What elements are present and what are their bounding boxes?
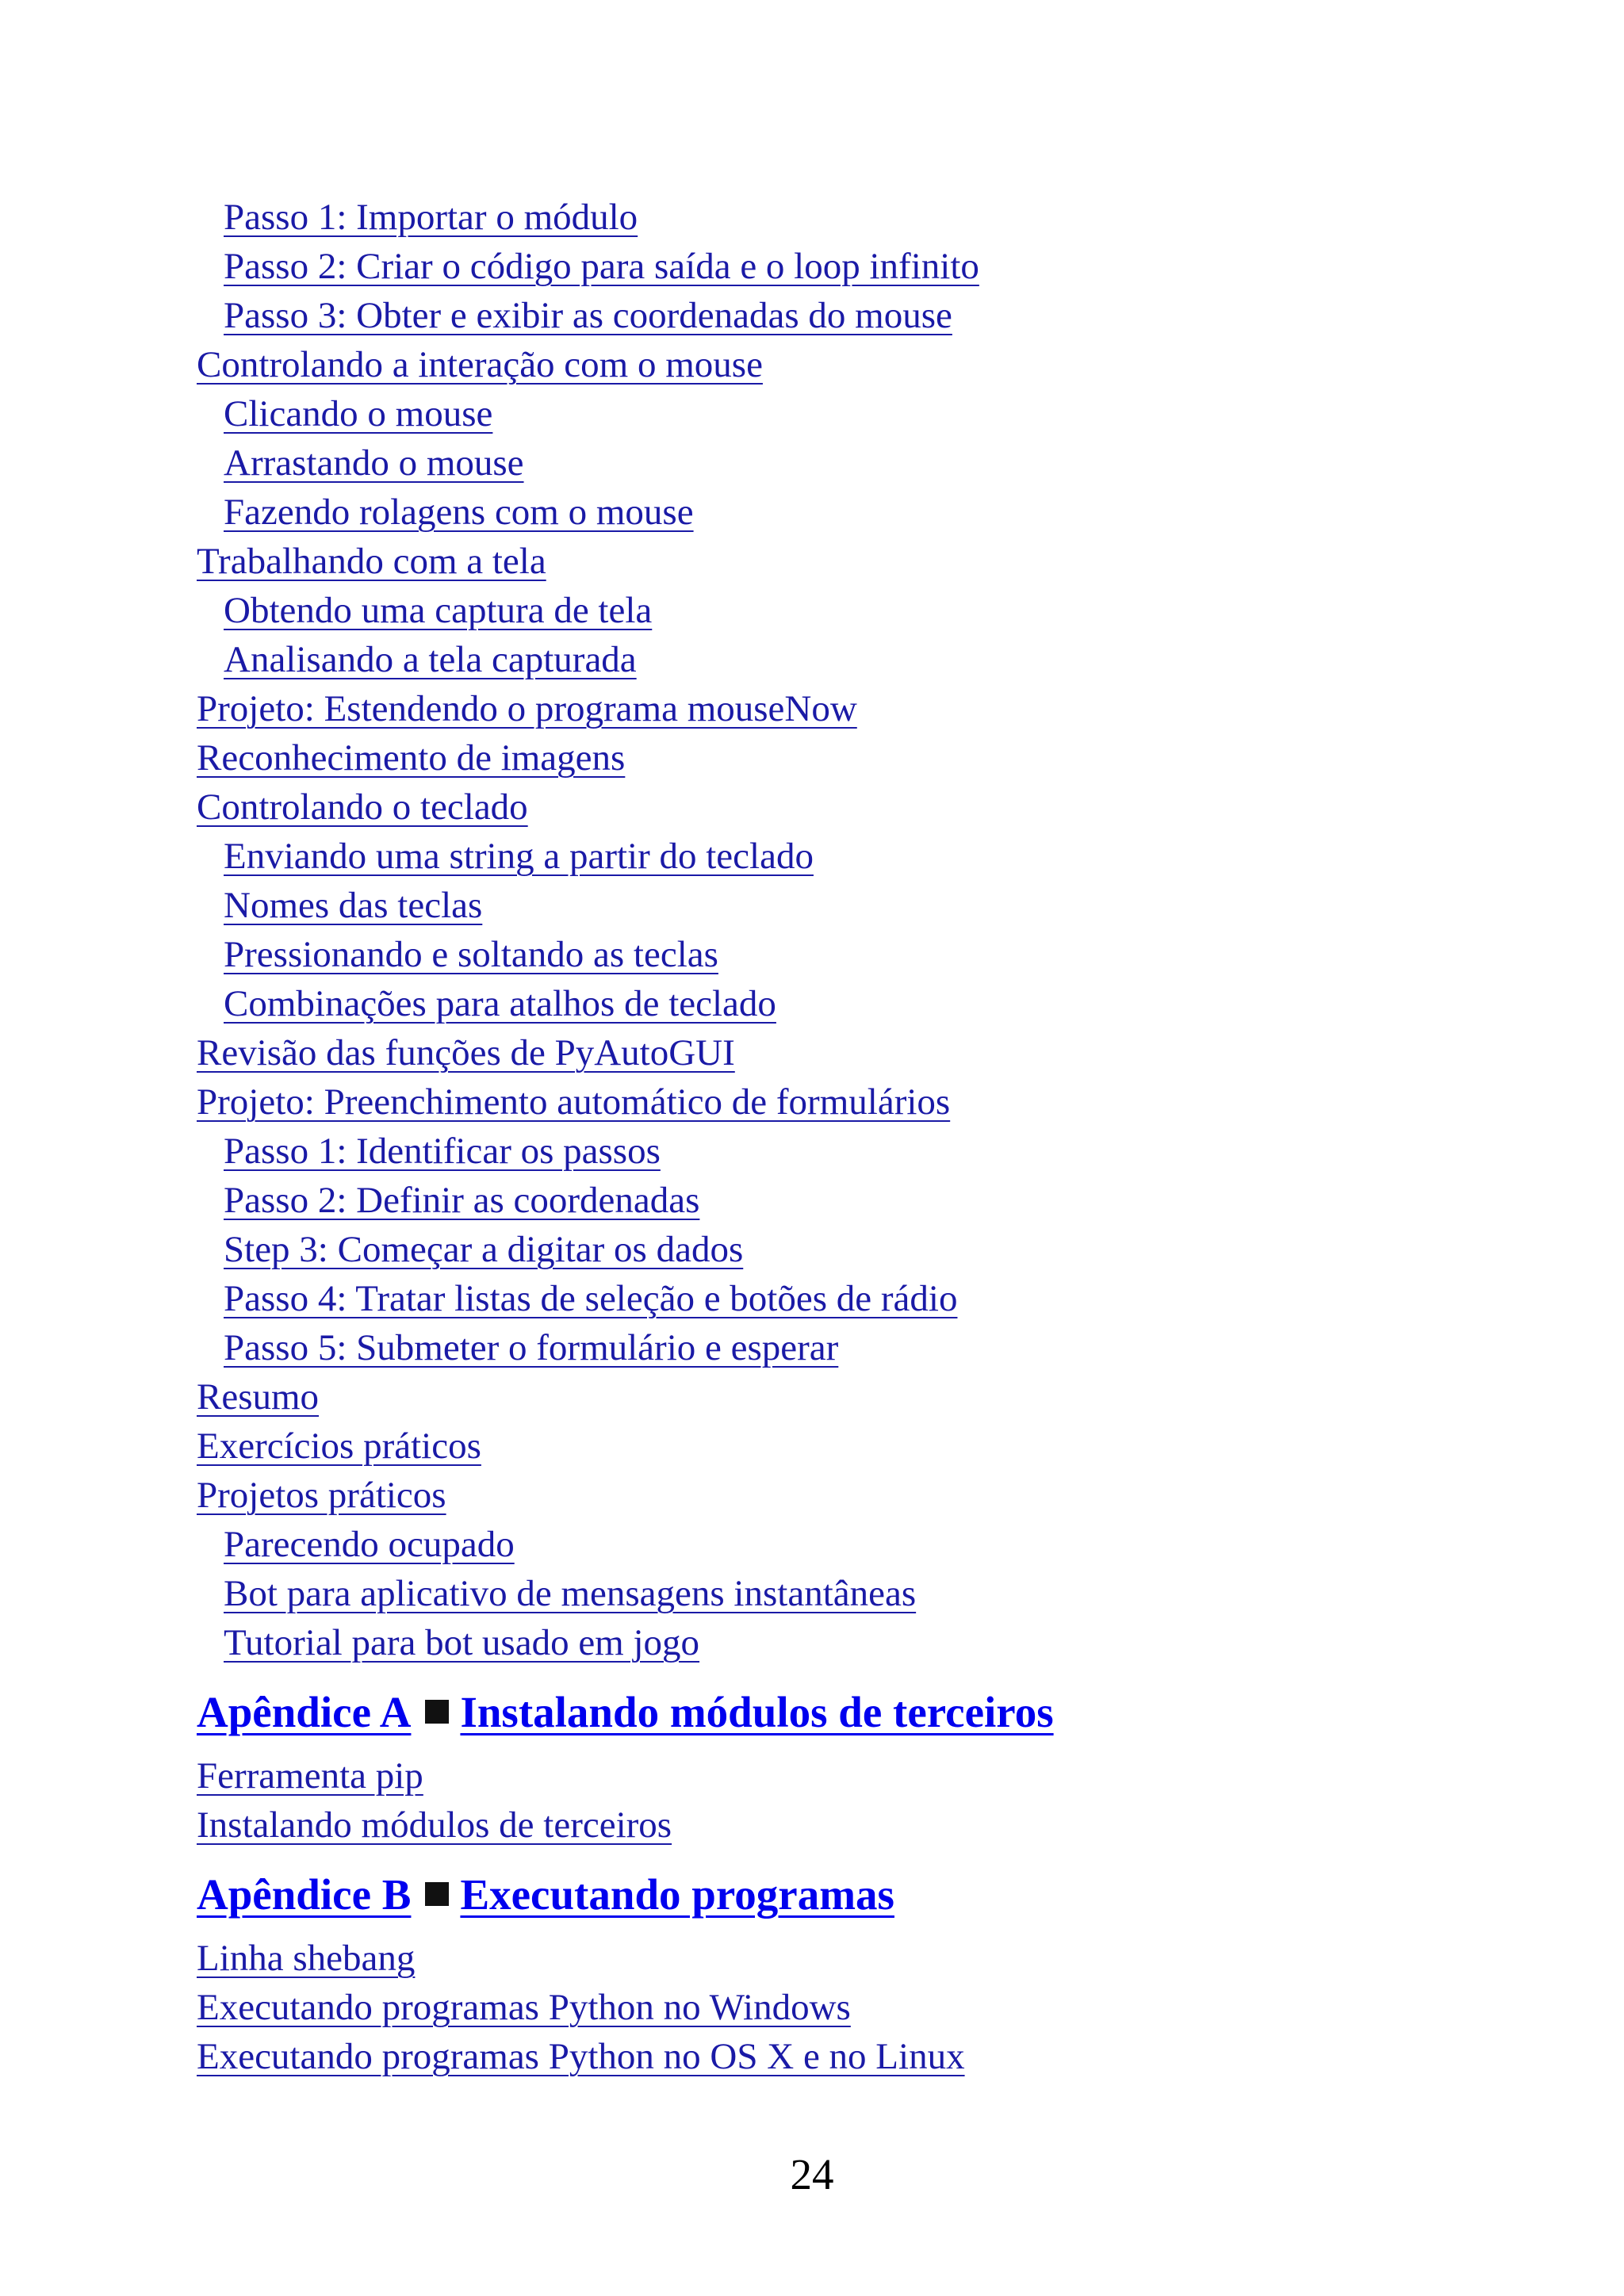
toc-entry[interactable]: Trabalhando com a tela bbox=[197, 541, 546, 582]
toc-entry[interactable]: Reconhecimento de imagens bbox=[197, 737, 626, 779]
appendix-b-title-link[interactable]: Executando programas bbox=[460, 1870, 894, 1919]
toc-entry[interactable]: Analisando a tela capturada bbox=[224, 639, 637, 680]
toc-entry[interactable]: Obtendo uma captura de tela bbox=[224, 590, 653, 631]
appendix-a-prefix-link[interactable]: Apêndice A bbox=[197, 1688, 412, 1736]
toc-entry[interactable]: Passo 4: Tratar listas de seleção e botões de rádio bbox=[224, 1278, 958, 1319]
toc-entry[interactable]: Parecendo ocupado bbox=[224, 1524, 515, 1565]
toc-entry[interactable]: Controlando o teclado bbox=[197, 786, 528, 828]
toc-entry[interactable]: Arrastando o mouse bbox=[224, 442, 524, 484]
toc-entry[interactable]: Instalando módulos de terceiros bbox=[197, 1804, 672, 1846]
toc-entry[interactable]: Enviando uma string a partir do teclado bbox=[224, 836, 814, 877]
black-square-icon bbox=[425, 1882, 449, 1906]
toc-entry[interactable]: Executando programas Python no OS X e no Linux bbox=[197, 2036, 965, 2077]
toc-entry[interactable]: Passo 2: Definir as coordenadas bbox=[224, 1180, 700, 1221]
appendix-a-heading bbox=[197, 1688, 1545, 1737]
toc-entry[interactable]: Combinações para atalhos de teclado bbox=[224, 983, 776, 1024]
toc-entry[interactable]: Revisão das funções de PyAutoGUI bbox=[197, 1032, 735, 1073]
toc-entry[interactable]: Executando programas Python no Windows bbox=[197, 1987, 851, 2028]
toc-entry[interactable]: Passo 1: Identificar os passos bbox=[224, 1131, 661, 1172]
toc-entry[interactable]: Passo 2: Criar o código para saída e o loop infinito bbox=[224, 246, 979, 287]
toc-entry[interactable]: Controlando a interação com o mouse bbox=[197, 344, 763, 385]
toc-entry[interactable]: Clicando o mouse bbox=[224, 393, 493, 434]
toc-entry[interactable]: Resumo bbox=[197, 1376, 320, 1418]
appendix-a-title-link[interactable]: Instalando módulos de terceiros bbox=[460, 1688, 1054, 1736]
page-number: 24 bbox=[790, 2150, 834, 2198]
toc-entry[interactable]: Passo 1: Importar o módulo bbox=[224, 197, 638, 238]
toc-entry[interactable]: Fazendo rolagens com o mouse bbox=[224, 492, 694, 533]
toc-entry[interactable]: Pressionando e soltando as teclas bbox=[224, 934, 718, 975]
table-of-contents bbox=[197, 193, 1545, 2081]
toc-entry[interactable]: Passo 5: Submeter o formulário e esperar bbox=[224, 1327, 839, 1368]
toc-entry[interactable]: Projetos práticos bbox=[197, 1475, 446, 1516]
toc-entry[interactable]: Nomes das teclas bbox=[224, 885, 483, 926]
appendix-b-heading bbox=[197, 1870, 1545, 1919]
toc-entry[interactable]: Linha shebang bbox=[197, 1938, 416, 1979]
toc-entry[interactable]: Ferramenta pip bbox=[197, 1755, 423, 1797]
toc-entry[interactable]: Exercícios práticos bbox=[197, 1425, 481, 1467]
toc-entry[interactable]: Tutorial para bot usado em jogo bbox=[224, 1622, 700, 1663]
black-square-icon bbox=[425, 1700, 449, 1724]
toc-entry[interactable]: Step 3: Começar a digitar os dados bbox=[224, 1229, 744, 1270]
appendix-b-prefix-link[interactable]: Apêndice B bbox=[197, 1870, 412, 1919]
toc-entry[interactable]: Bot para aplicativo de mensagens instantâneas bbox=[224, 1573, 917, 1614]
toc-entry[interactable]: Projeto: Estendendo o programa mouseNow bbox=[197, 688, 857, 729]
toc-entry[interactable]: Passo 3: Obter e exibir as coordenadas do mouse bbox=[224, 295, 952, 336]
toc-entry[interactable]: Projeto: Preenchimento automático de formulários bbox=[197, 1081, 951, 1123]
